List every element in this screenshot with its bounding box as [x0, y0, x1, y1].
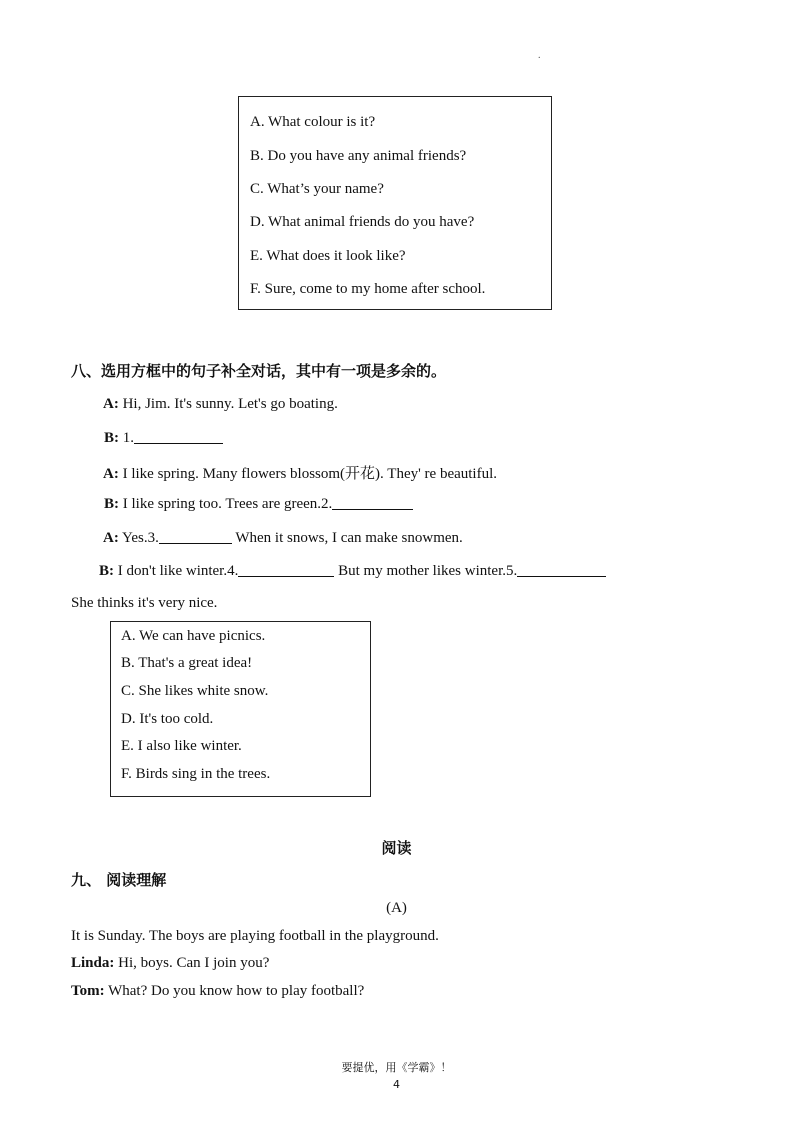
section-8-heading: 八、选用方框中的句子补全对话，其中有一项是多余的。	[71, 362, 447, 380]
option-item: A. What colour is it?	[250, 114, 376, 130]
answer-blank-4[interactable]	[238, 562, 334, 577]
options-box-2	[110, 621, 371, 797]
speaker-label: Linda:	[71, 955, 115, 971]
dialogue-text: Yes.3.	[118, 530, 159, 546]
dialogue-line	[104, 495, 413, 513]
top-dot: .	[538, 50, 541, 61]
option-item: B. That's a great idea!	[121, 655, 253, 671]
dialogue-line	[71, 983, 364, 1000]
passage-label: (A)	[386, 900, 407, 916]
dialogue-text: But my mother likes winter.5.	[334, 563, 518, 579]
options-box-1	[238, 96, 552, 310]
option-item: C. She likes white snow.	[121, 683, 269, 699]
dialogue-line	[71, 955, 269, 972]
page-number: 4	[393, 1078, 400, 1091]
option-item: F. Birds sing in the trees.	[121, 766, 271, 782]
answer-blank-2[interactable]	[332, 495, 413, 510]
speaker-label: B:	[104, 430, 119, 446]
option-item: D. It's too cold.	[121, 711, 214, 727]
dialogue-line	[104, 429, 223, 447]
passage-intro: It is Sunday. The boys are playing football in the playground.	[71, 928, 439, 944]
dialogue-text: 1.	[119, 430, 134, 446]
footer-slogan: 要提优，用《学霸》！	[341, 1061, 452, 1074]
option-item: B. Do you have any animal friends?	[250, 148, 467, 164]
option-item: E. What does it look like?	[250, 248, 406, 264]
dialogue-line	[99, 562, 606, 580]
dialogue-text: I like spring too. Trees are green.2.	[119, 496, 333, 512]
answer-blank-5[interactable]	[517, 562, 606, 577]
option-item: D. What animal friends do you have?	[250, 214, 475, 230]
dialogue-text: Hi, boys. Can I join you?	[114, 955, 270, 971]
reading-title: 阅读	[381, 839, 412, 857]
speaker-label: A:	[103, 396, 119, 412]
dialogue-text: When it snows, I can make snowmen.	[231, 530, 463, 546]
option-item: A. We can have picnics.	[121, 628, 266, 644]
answer-blank-1[interactable]	[134, 429, 223, 444]
option-item: E. I also like winter.	[121, 738, 242, 754]
dialogue-text: Hi, Jim. It's sunny. Let's go boating.	[118, 396, 338, 412]
speaker-label: Tom:	[71, 983, 105, 999]
dialogue-line	[103, 396, 338, 413]
speaker-label: A:	[103, 530, 119, 546]
speaker-label: A:	[103, 466, 119, 482]
option-item: F. Sure, come to my home after school.	[250, 281, 486, 297]
dialogue-text: I don't like winter.4.	[114, 563, 239, 579]
dialogue-text: What? Do you know how to play football?	[104, 983, 365, 999]
section-9-heading: 九、 阅读理解	[71, 871, 167, 889]
option-item: C. What’s your name?	[250, 181, 384, 197]
speaker-label: B:	[99, 563, 114, 579]
dialogue-text: I like spring. Many flowers blossom(开花). They' re beautiful.	[118, 466, 498, 482]
answer-blank-3[interactable]	[159, 529, 232, 544]
dialogue-continuation: She thinks it's very nice.	[71, 595, 218, 611]
dialogue-line	[103, 462, 497, 483]
dialogue-line	[103, 529, 463, 547]
speaker-label: B:	[104, 496, 119, 512]
